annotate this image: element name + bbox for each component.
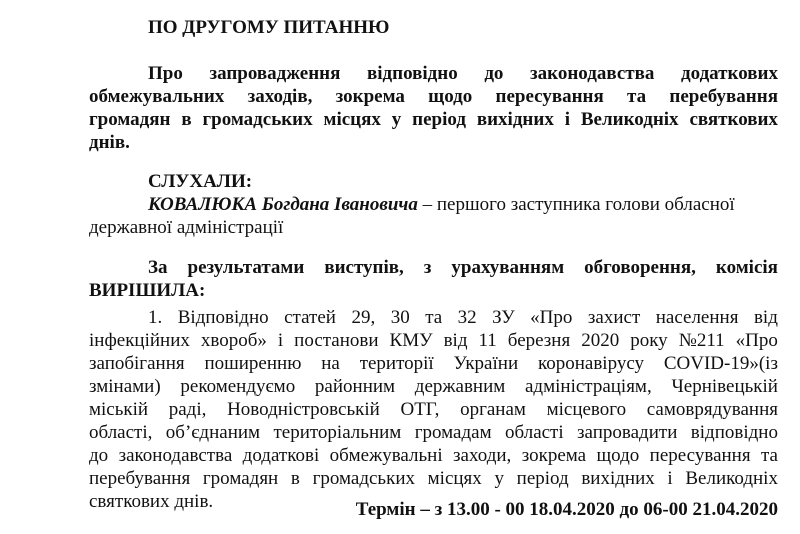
speaker-line bbox=[148, 194, 735, 216]
word: громадських bbox=[202, 109, 313, 130]
word: 29, bbox=[351, 307, 376, 328]
word: «Про bbox=[735, 330, 778, 351]
word: перебування bbox=[669, 86, 778, 107]
word: ОТГ, bbox=[400, 399, 440, 420]
word: результатами bbox=[187, 257, 305, 278]
word: міській bbox=[89, 399, 149, 420]
word: і bbox=[564, 109, 570, 130]
word: зокрема bbox=[521, 445, 587, 466]
word: запобігання bbox=[89, 353, 185, 374]
word: місцях bbox=[427, 468, 482, 489]
word: днів. bbox=[89, 132, 130, 153]
word: період bbox=[516, 468, 569, 489]
speaker-name: КОВАЛЮКА Богдана Івановича bbox=[148, 194, 418, 215]
word: щодо bbox=[428, 86, 473, 107]
decision-line bbox=[89, 280, 205, 302]
word: України bbox=[453, 353, 519, 374]
word: і bbox=[667, 468, 673, 489]
word: населення bbox=[655, 307, 739, 328]
word: інфекційних bbox=[89, 330, 190, 351]
word: громадських bbox=[312, 468, 415, 489]
word: обмежувальних bbox=[89, 86, 225, 107]
word: вихідних bbox=[476, 109, 554, 130]
item-line bbox=[89, 399, 778, 421]
topic-line bbox=[89, 109, 778, 131]
word: 1. bbox=[148, 307, 163, 328]
word: вихідних bbox=[581, 468, 655, 489]
item-line bbox=[89, 445, 778, 467]
word: громадам bbox=[414, 422, 492, 443]
item-line bbox=[89, 491, 213, 513]
word: додаткових bbox=[681, 63, 778, 84]
word: територіальним bbox=[273, 422, 402, 443]
topic-line bbox=[89, 132, 130, 154]
word: Великодніх bbox=[580, 109, 679, 130]
word: обмежувальні bbox=[329, 445, 443, 466]
word: до bbox=[89, 445, 109, 466]
heard-label: СЛУХАЛИ: bbox=[148, 171, 253, 192]
word: коронавірусу bbox=[537, 353, 645, 374]
deadline-line bbox=[356, 499, 778, 521]
word: виступів, bbox=[324, 257, 404, 278]
word: від bbox=[443, 330, 468, 351]
word: захист bbox=[587, 307, 641, 328]
word: Відповідно bbox=[177, 307, 269, 328]
speaker-role: – першого заступника голови обласної bbox=[417, 194, 735, 215]
word: органам bbox=[460, 399, 526, 420]
word: додаткові bbox=[242, 445, 320, 466]
section-heading: ПО ДРУГОМУ ПИТАННЮ bbox=[148, 17, 390, 38]
speaker-role-continued: державної адміністрації bbox=[89, 217, 284, 238]
item-line bbox=[148, 307, 778, 329]
word: та bbox=[627, 86, 647, 107]
word: пересування bbox=[495, 86, 604, 107]
item-line bbox=[89, 353, 778, 375]
word: місцях bbox=[323, 109, 381, 130]
word: КМУ bbox=[389, 330, 433, 351]
word: у bbox=[391, 109, 402, 130]
word: хвороб» bbox=[200, 330, 267, 351]
word: до bbox=[484, 63, 504, 84]
word: березня bbox=[507, 330, 571, 351]
word: і bbox=[277, 330, 284, 351]
word: зокрема bbox=[335, 86, 405, 107]
word: раді, bbox=[168, 399, 207, 420]
word: та bbox=[425, 307, 443, 328]
word: території bbox=[359, 353, 434, 374]
word: період bbox=[412, 109, 466, 130]
word: районним bbox=[314, 376, 396, 397]
word: святкових bbox=[689, 109, 778, 130]
word: у bbox=[494, 468, 504, 489]
word: громадян bbox=[202, 468, 279, 489]
word: запровадження bbox=[209, 63, 341, 84]
word: запровадити bbox=[577, 422, 678, 443]
word: громадян bbox=[89, 109, 171, 130]
word: комісія bbox=[715, 257, 778, 278]
word: змінами) bbox=[89, 376, 161, 397]
word: заходів, bbox=[247, 86, 313, 107]
word: перебування bbox=[89, 468, 191, 489]
word: Про bbox=[148, 63, 183, 84]
topic-line bbox=[148, 63, 778, 85]
word: поширенню bbox=[204, 353, 302, 374]
word: законодавства bbox=[118, 445, 233, 466]
item-line bbox=[89, 422, 778, 444]
word: відповідно bbox=[690, 422, 778, 443]
word: місцевого bbox=[546, 399, 627, 420]
word: Новодністровській bbox=[227, 399, 380, 420]
word: святкових днів. bbox=[89, 491, 214, 512]
word: адміністраціям, bbox=[525, 376, 652, 397]
word: від bbox=[753, 307, 778, 328]
word: ВИРІШИЛА: bbox=[89, 280, 206, 301]
word: об’єднаним bbox=[165, 422, 261, 443]
item-line bbox=[89, 376, 778, 398]
word: урахуванням bbox=[451, 257, 565, 278]
word: обговорення, bbox=[584, 257, 696, 278]
word: 30 bbox=[390, 307, 410, 328]
item-line bbox=[89, 468, 778, 490]
word: Чернівецькій bbox=[671, 376, 778, 397]
word: №211 bbox=[678, 330, 725, 351]
word: та bbox=[760, 445, 778, 466]
topic-line bbox=[89, 86, 778, 108]
word: заходи, bbox=[453, 445, 512, 466]
word: ЗУ bbox=[492, 307, 515, 328]
word: на bbox=[321, 353, 340, 374]
word: 32 bbox=[457, 307, 477, 328]
word: статей bbox=[284, 307, 336, 328]
deadline-text: – з 13.00 - 00 18.04.2020 до 06-00 21.04.2020 bbox=[415, 499, 778, 520]
word: пересування bbox=[649, 445, 751, 466]
word: року bbox=[630, 330, 668, 351]
word: області, bbox=[89, 422, 153, 443]
word: в bbox=[181, 109, 192, 130]
word: державним bbox=[414, 376, 506, 397]
word: постанови bbox=[294, 330, 379, 351]
word: самоврядування bbox=[646, 399, 778, 420]
decision-line bbox=[148, 257, 778, 279]
deadline-label: Термін bbox=[355, 499, 416, 520]
word: щодо bbox=[596, 445, 640, 466]
word: За bbox=[148, 257, 168, 278]
word: області bbox=[505, 422, 564, 443]
word: 2020 bbox=[581, 330, 620, 351]
word: з bbox=[423, 257, 432, 278]
word: законодавства bbox=[530, 63, 655, 84]
word: в bbox=[290, 468, 300, 489]
word: 11 bbox=[478, 330, 497, 351]
word: рекомендуємо bbox=[180, 376, 296, 397]
word: Великодніх bbox=[685, 468, 778, 489]
item-line bbox=[89, 330, 778, 352]
word: відповідно bbox=[366, 63, 458, 84]
word: COVID-19»(із bbox=[663, 353, 778, 374]
word: «Про bbox=[530, 307, 573, 328]
